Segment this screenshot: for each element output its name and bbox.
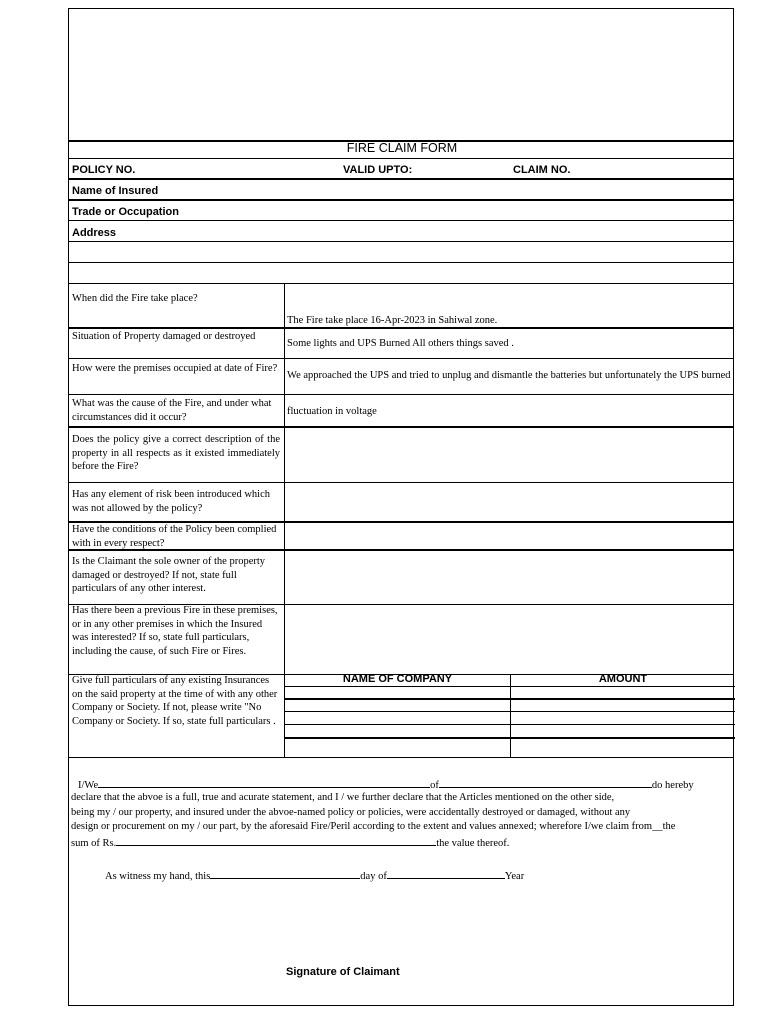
- table-row: [284, 724, 735, 725]
- form-title: FIRE CLAIM FORM: [346, 141, 458, 155]
- answer-text: Some lights and UPS Burned All others things saved .: [287, 338, 514, 349]
- month-blank[interactable]: [387, 868, 505, 879]
- valid-upto-label: VALID UPTO:: [343, 164, 413, 176]
- divider: [69, 241, 733, 242]
- divider: [69, 482, 733, 483]
- name-of-insured-label: Name of Insured: [72, 185, 159, 197]
- table-row: [284, 686, 735, 687]
- amount-column-header: AMOUNT: [598, 673, 648, 685]
- divider: [69, 394, 733, 395]
- question-text: When did the Fire take place?: [72, 293, 198, 304]
- table-row: [284, 711, 735, 712]
- question-text: What was the cause of the Fire, and under what circumstances did it occur?: [72, 398, 272, 423]
- claim-form: [68, 8, 734, 1006]
- divider: [69, 262, 733, 263]
- question-text: Does the policy give a correct description of the property in all respects as it existed immediately before the Fire?: [72, 434, 280, 473]
- divider: [69, 158, 733, 159]
- answer-text: The Fire take place 16-Apr-2023 in Sahiwal zone.: [287, 315, 498, 326]
- day-of-label: day of: [360, 871, 387, 882]
- question-text: Has any element of risk been introduced which was not allowed by the policy?: [72, 489, 270, 514]
- address-label: Address: [72, 227, 117, 239]
- address-blank[interactable]: [439, 777, 652, 788]
- divider: [69, 178, 733, 180]
- divider: [69, 327, 733, 329]
- question-text: Is the Claimant the sole owner of the property damaged or destroyed? If not, state full particulars of any other interest.: [72, 556, 266, 595]
- question-text: How were the premises occupied at date of Fire?: [72, 363, 278, 374]
- value-thereof-label: the value thereof.: [436, 838, 510, 849]
- of-label: of: [430, 780, 439, 791]
- witness-line: [105, 868, 524, 882]
- policy-no-label: POLICY NO.: [72, 164, 136, 176]
- answer-text: fluctuation in voltage: [287, 406, 377, 417]
- date-blank[interactable]: [210, 868, 360, 879]
- question-text: Has there been a previous Fire in these premises, or in any other premises in which the Insured was interested? If so, state full particulars, including the cause, of such Fire or Fires.: [72, 605, 278, 657]
- do-hereby-label: do hereby: [651, 780, 694, 791]
- question-text: Give full particulars of any existing Insurances on the said property at the time of with any other Company or Society. If not, please write "No Company or Society. If so, state full particulars .: [72, 675, 278, 727]
- signature-label: Signature of Claimant: [286, 966, 400, 978]
- declaration-line-1: [78, 777, 726, 791]
- declaration-line-2: declare that the abvoe is a full, true and acurate statement, and I / we further declare that the Articles mentioned on the other side,: [71, 792, 615, 803]
- divider: [69, 426, 733, 428]
- claim-no-label: CLAIM NO.: [513, 164, 571, 176]
- name-blank[interactable]: [98, 777, 430, 788]
- declaration-line-4: design or procurement on my / our part, by the aforesaid Fire/Peril according to the extent and values annexed; wherefore I/we claim from__the: [71, 821, 676, 832]
- divider: [69, 283, 733, 284]
- divider: [69, 220, 733, 221]
- sum-blank[interactable]: [116, 835, 436, 846]
- company-column-header: NAME OF COMPANY: [342, 673, 453, 685]
- divider: [69, 549, 733, 551]
- witness-label: As witness my hand, this: [105, 871, 211, 882]
- declaration-line-3: being my / our property, and insured under the abvoe-named policy or policies, were accidentally destroyed or damaged, without any: [71, 807, 631, 818]
- sum-of-label: sum of Rs.: [71, 838, 117, 849]
- divider: [69, 757, 733, 758]
- table-row: [284, 698, 735, 700]
- year-label: Year: [504, 871, 525, 882]
- question-text: Have the conditions of the Policy been complied with in every respect?: [72, 524, 277, 549]
- answer-text: We approached the UPS and tried to unplug and dismantle the batteries but unfortunately the UPS burned: [287, 370, 731, 381]
- question-text: Situation of Property damaged or destroyed: [72, 331, 256, 342]
- table-row: [284, 737, 735, 739]
- declaration-line-5: [71, 835, 509, 849]
- divider: [69, 358, 733, 359]
- iwe-label: I/We: [78, 780, 99, 791]
- trade-label: Trade or Occupation: [72, 206, 179, 218]
- divider: [69, 199, 733, 201]
